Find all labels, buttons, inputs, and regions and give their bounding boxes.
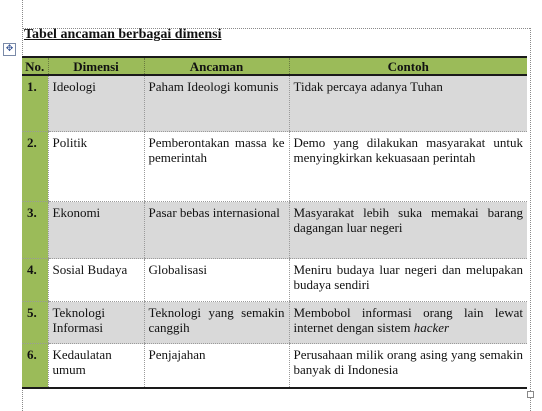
cell-contoh[interactable] xyxy=(289,302,527,344)
table-row xyxy=(22,132,527,202)
header-no: No. xyxy=(22,57,48,75)
cell-contoh[interactable]: Meniru budaya luar negeri dan melupakan budaya sendiri xyxy=(289,259,527,302)
cell-dimensi[interactable]: Ekonomi xyxy=(48,202,144,259)
cell-dimensi[interactable]: Teknologi Informasi xyxy=(48,302,144,344)
cell-contoh[interactable]: Demo yang dilakukan masyarakat untuk menyingkirkan kekuasaan perintah xyxy=(289,132,527,202)
cell-contoh-text: Membobol informasi orang lain lewat internet dengan sistem xyxy=(293,305,523,335)
cell-ancaman[interactable]: Globalisasi xyxy=(144,259,289,302)
cell-ancaman[interactable]: Paham Ideologi komunis xyxy=(144,75,289,132)
cell-ancaman[interactable]: Teknologi yang semakin canggih xyxy=(144,302,289,344)
cell-ancaman[interactable]: Pasar bebas internasional xyxy=(144,202,289,259)
cell-ancaman[interactable]: Penjajahan xyxy=(144,344,289,389)
table-resize-handle[interactable] xyxy=(527,391,534,398)
cell-contoh[interactable]: Tidak percaya adanya Tuhan xyxy=(289,75,527,132)
row-number[interactable]: 1. xyxy=(22,75,48,132)
cell-ancaman[interactable]: Pemberontakan massa ke pemerintah xyxy=(144,132,289,202)
cell-dimensi[interactable]: Politik xyxy=(48,132,144,202)
header-dimensi: Dimensi xyxy=(48,57,144,75)
cell-dimensi[interactable]: Ideologi xyxy=(48,75,144,132)
row-number[interactable]: 6. xyxy=(22,344,48,389)
table-row xyxy=(22,344,527,389)
document-title: Tabel ancaman berbagai dimensi xyxy=(24,27,222,42)
cell-contoh[interactable]: Perusahaan milik orang asing yang semakin banyak di Indonesia xyxy=(289,344,527,389)
row-number[interactable]: 3. xyxy=(22,202,48,259)
row-number[interactable]: 2. xyxy=(22,132,48,202)
row-number[interactable]: 5. xyxy=(22,302,48,344)
table-row xyxy=(22,202,527,259)
page-margin-guide-right xyxy=(530,28,531,411)
threat-table xyxy=(22,56,527,389)
cell-contoh-italic: hacker xyxy=(413,320,450,335)
table-row xyxy=(22,75,527,132)
row-number[interactable]: 4. xyxy=(22,259,48,302)
move-arrows-icon: ✥ xyxy=(5,44,14,54)
table-row xyxy=(22,302,527,344)
cell-contoh[interactable]: Masyarakat lebih suka memakai barang dagangan luar negeri xyxy=(289,202,527,259)
cell-dimensi[interactable]: Sosial Budaya xyxy=(48,259,144,302)
cell-dimensi[interactable]: Kedaulatan umum xyxy=(48,344,144,389)
header-ancaman: Ancaman xyxy=(144,57,289,75)
table-move-handle[interactable] xyxy=(3,43,16,56)
header-contoh: Contoh xyxy=(289,57,527,75)
table-header-row xyxy=(22,57,527,75)
table-row xyxy=(22,259,527,302)
